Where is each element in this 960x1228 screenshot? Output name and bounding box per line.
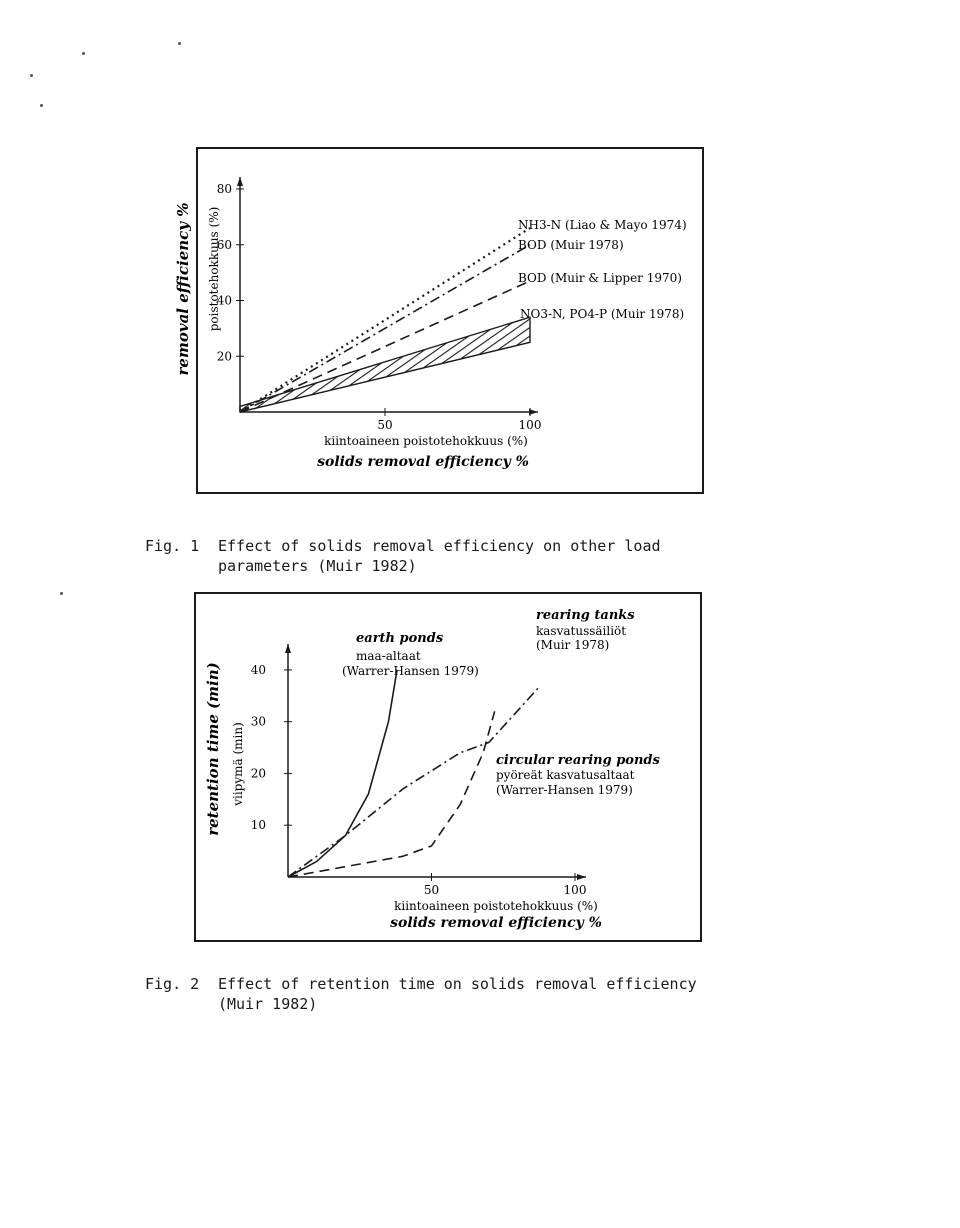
- y-tick-label: 30: [250, 714, 266, 729]
- annotation-earth-ref: (Warrer-Hansen 1979): [342, 664, 479, 678]
- y-axis-arrow: [285, 644, 291, 653]
- series-line-0: [240, 228, 530, 412]
- y-tick-label: 20: [216, 349, 232, 364]
- x-axis-arrow: [577, 874, 586, 880]
- figure-1-chart: [174, 149, 702, 492]
- annotation-circ-en: circular rearing ponds: [496, 753, 660, 768]
- figure-1-caption-number: Fig. 1: [145, 537, 200, 555]
- annotation-circ-ref: (Warrer-Hansen 1979): [496, 783, 633, 797]
- y-tick-label: 60: [216, 237, 232, 252]
- scan-speck: [60, 592, 63, 595]
- y-axis-label-english: retention time (min): [204, 662, 222, 836]
- legend-nh3: NH3-N (Liao & Mayo 1974): [518, 218, 687, 232]
- legend-bod-muir: BOD (Muir 1978): [518, 238, 624, 252]
- y-axis-label-finnish: viipymä (min): [231, 722, 245, 806]
- figure-2-panel: [194, 592, 702, 942]
- y-axis-arrow: [237, 177, 243, 186]
- scan-speck: [82, 52, 85, 55]
- figure-2-caption-text: Effect of retention time on solids removal efficiency (Muir 1982): [218, 975, 697, 1013]
- annotation-earth-en: earth ponds: [356, 631, 444, 646]
- scan-speck: [30, 74, 33, 77]
- annotation-tanks-ref: (Muir 1978): [536, 638, 610, 652]
- x-axis-label-english: solids removal efficiency %: [390, 915, 602, 931]
- annotation-circ-fi: pyöreät kasvatusaltaat: [496, 768, 635, 782]
- y-tick-label: 10: [250, 818, 266, 833]
- scan-speck: [178, 42, 181, 45]
- y-axis-label-english: removal efficiency %: [174, 202, 192, 376]
- figure-2-chart: [196, 594, 700, 940]
- figure-1-caption-text: Effect of solids removal efficiency on other load parameters (Muir 1982): [218, 537, 661, 575]
- x-tick-label: 100: [563, 883, 587, 897]
- series-line-1: [240, 245, 530, 412]
- scan-speck: [40, 104, 43, 107]
- x-tick-label: 50: [423, 883, 440, 897]
- figure-2-caption-number: Fig. 2: [145, 975, 200, 993]
- x-tick-label: 50: [377, 418, 393, 432]
- legend-no3: NO3-N, PO4-P (Muir 1978): [520, 307, 685, 321]
- x-axis-label-english: solids removal efficiency %: [317, 454, 529, 470]
- series-line-2: [288, 711, 495, 877]
- figure-1-panel: [174, 147, 704, 494]
- annotation-earth-fi: maa-altaat: [356, 649, 421, 663]
- x-axis-label-finnish: kiintoaineen poistotehokkuus (%): [324, 434, 528, 448]
- series-line-0: [288, 670, 397, 877]
- legend-bod-lipper: BOD (Muir & Lipper 1970): [518, 271, 682, 285]
- y-tick-label: 80: [216, 182, 232, 196]
- x-axis-label-finnish: kiintoaineen poistotehokkuus (%): [394, 899, 598, 913]
- y-tick-label: 40: [250, 662, 266, 677]
- series-band-no3-po4: [240, 317, 530, 412]
- y-tick-label: 40: [216, 293, 232, 308]
- y-tick-label: 20: [250, 766, 266, 781]
- x-tick-label: 100: [518, 418, 542, 432]
- y-axis-label-finnish: poistotehokkuus (%): [207, 206, 221, 332]
- annotation-tanks-en: rearing tanks: [536, 608, 635, 623]
- annotation-tanks-fi: kasvatussäiliöt: [536, 624, 627, 638]
